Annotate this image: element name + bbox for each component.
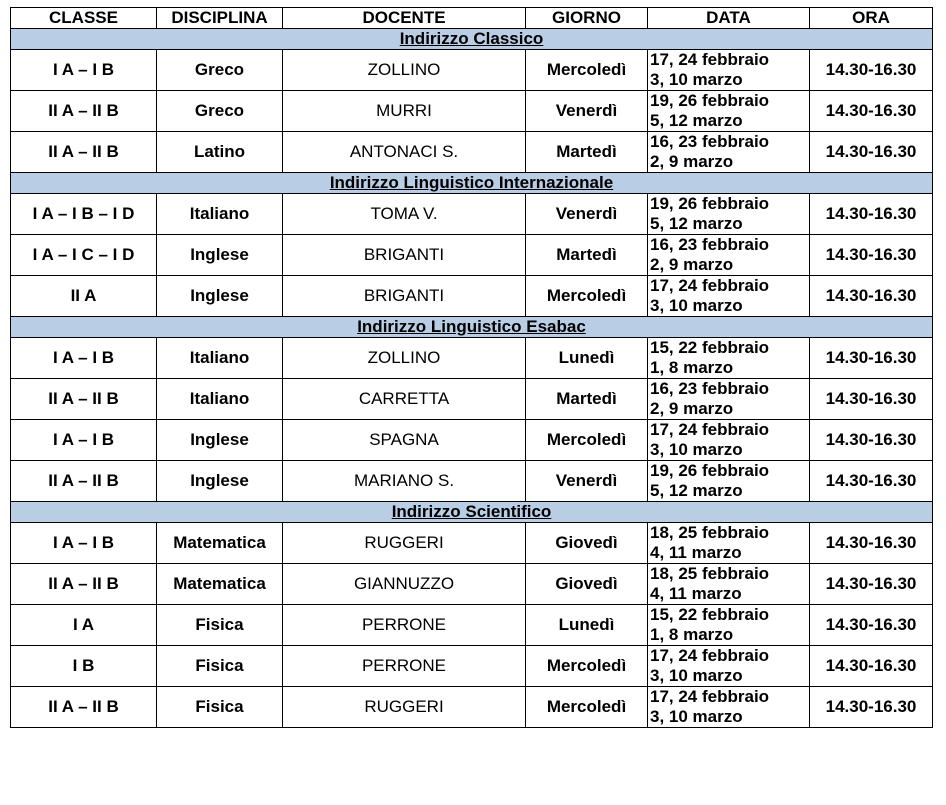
table-row — [11, 235, 933, 276]
cell-classe: II A – II B — [11, 379, 157, 420]
section-row — [11, 502, 933, 523]
table-row — [11, 564, 933, 605]
cell-giorno: Mercoledì — [526, 646, 648, 687]
cell-ora: 14.30-16.30 — [810, 523, 933, 564]
cell-data — [648, 687, 810, 728]
cell-disciplina: Italiano — [157, 379, 283, 420]
section-row — [11, 317, 933, 338]
cell-giorno: Venerdì — [526, 461, 648, 502]
cell-classe: I A – I B — [11, 523, 157, 564]
table-row — [11, 338, 933, 379]
cell-giorno: Mercoledì — [526, 420, 648, 461]
cell-disciplina: Inglese — [157, 420, 283, 461]
cell-ora: 14.30-16.30 — [810, 338, 933, 379]
date-line: 16, 23 febbraio — [650, 132, 770, 151]
cell-docente: ZOLLINO — [283, 338, 526, 379]
cell-classe: II A – II B — [11, 461, 157, 502]
cell-data — [648, 605, 810, 646]
date-line: 1, 8 marzo — [650, 358, 734, 377]
cell-ora: 14.30-16.30 — [810, 461, 933, 502]
date-line: 4, 11 marzo — [650, 543, 742, 562]
date-line: 16, 23 febbraio — [650, 235, 770, 254]
date-line: 17, 24 febbraio — [650, 50, 770, 69]
header-data: DATA — [648, 8, 810, 29]
cell-giorno: Mercoledì — [526, 50, 648, 91]
header-ora: ORA — [810, 8, 933, 29]
cell-docente: PERRONE — [283, 605, 526, 646]
cell-docente: RUGGERI — [283, 523, 526, 564]
table-row — [11, 194, 933, 235]
cell-data — [648, 91, 810, 132]
cell-ora: 14.30-16.30 — [810, 605, 933, 646]
section-row — [11, 173, 933, 194]
date-line: 5, 12 marzo — [650, 111, 743, 130]
date-line: 17, 24 febbraio — [650, 420, 770, 439]
cell-disciplina: Greco — [157, 50, 283, 91]
cell-ora: 14.30-16.30 — [810, 194, 933, 235]
cell-ora: 14.30-16.30 — [810, 276, 933, 317]
table-row — [11, 646, 933, 687]
cell-data — [648, 235, 810, 276]
table-body — [11, 29, 933, 728]
cell-giorno: Giovedì — [526, 564, 648, 605]
date-line: 17, 24 febbraio — [650, 646, 770, 665]
cell-classe: II A – II B — [11, 564, 157, 605]
section-title: Indirizzo Linguistico Esabac — [11, 317, 933, 338]
cell-disciplina: Inglese — [157, 276, 283, 317]
cell-giorno: Martedì — [526, 379, 648, 420]
date-line: 19, 26 febbraio — [650, 194, 770, 213]
cell-classe: I A – I B — [11, 50, 157, 91]
table-row — [11, 379, 933, 420]
cell-data — [648, 338, 810, 379]
cell-docente: MURRI — [283, 91, 526, 132]
cell-data — [648, 564, 810, 605]
cell-disciplina: Fisica — [157, 687, 283, 728]
table-header — [11, 8, 933, 29]
cell-disciplina: Matematica — [157, 523, 283, 564]
date-line: 17, 24 febbraio — [650, 687, 770, 706]
header-classe: CLASSE — [11, 8, 157, 29]
cell-docente: PERRONE — [283, 646, 526, 687]
section-title: Indirizzo Linguistico Internazionale — [11, 173, 933, 194]
cell-docente: CARRETTA — [283, 379, 526, 420]
table-row — [11, 276, 933, 317]
table-row — [11, 605, 933, 646]
date-line: 1, 8 marzo — [650, 625, 734, 644]
date-line: 17, 24 febbraio — [650, 276, 770, 295]
date-line: 15, 22 febbraio — [650, 338, 770, 357]
date-line: 4, 11 marzo — [650, 584, 742, 603]
cell-ora: 14.30-16.30 — [810, 420, 933, 461]
cell-data — [648, 379, 810, 420]
table-row — [11, 132, 933, 173]
date-line: 16, 23 febbraio — [650, 379, 770, 398]
cell-giorno: Mercoledì — [526, 687, 648, 728]
cell-classe: I A – I C – I D — [11, 235, 157, 276]
cell-disciplina: Greco — [157, 91, 283, 132]
date-line: 18, 25 febbraio — [650, 564, 770, 583]
cell-docente: RUGGERI — [283, 687, 526, 728]
date-line: 2, 9 marzo — [650, 255, 734, 274]
section-title: Indirizzo Scientifico — [11, 502, 933, 523]
cell-classe: I A — [11, 605, 157, 646]
cell-ora: 14.30-16.30 — [810, 379, 933, 420]
date-line: 3, 10 marzo — [650, 666, 743, 685]
cell-disciplina: Fisica — [157, 646, 283, 687]
section-title: Indirizzo Classico — [11, 29, 933, 50]
cell-docente: BRIGANTI — [283, 276, 526, 317]
cell-classe: II A – II B — [11, 91, 157, 132]
cell-data — [648, 420, 810, 461]
cell-docente: ZOLLINO — [283, 50, 526, 91]
cell-docente: SPAGNA — [283, 420, 526, 461]
table-row — [11, 523, 933, 564]
table-row — [11, 687, 933, 728]
cell-data — [648, 461, 810, 502]
cell-disciplina: Matematica — [157, 564, 283, 605]
cell-docente: ANTONACI S. — [283, 132, 526, 173]
cell-disciplina: Inglese — [157, 235, 283, 276]
cell-data — [648, 646, 810, 687]
cell-data — [648, 50, 810, 91]
cell-docente: TOMA V. — [283, 194, 526, 235]
cell-disciplina: Latino — [157, 132, 283, 173]
date-line: 19, 26 febbraio — [650, 91, 770, 110]
cell-disciplina: Italiano — [157, 194, 283, 235]
cell-ora: 14.30-16.30 — [810, 50, 933, 91]
cell-ora: 14.30-16.30 — [810, 91, 933, 132]
cell-ora: 14.30-16.30 — [810, 646, 933, 687]
cell-classe: II A – II B — [11, 132, 157, 173]
cell-giorno: Mercoledì — [526, 276, 648, 317]
cell-classe: II A – II B — [11, 687, 157, 728]
cell-disciplina: Fisica — [157, 605, 283, 646]
cell-ora: 14.30-16.30 — [810, 235, 933, 276]
cell-giorno: Lunedì — [526, 338, 648, 379]
cell-ora: 14.30-16.30 — [810, 132, 933, 173]
header-disciplina: DISCIPLINA — [157, 8, 283, 29]
date-line: 19, 26 febbraio — [650, 461, 770, 480]
cell-classe: I A – I B — [11, 338, 157, 379]
date-line: 3, 10 marzo — [650, 440, 743, 459]
cell-classe: I B — [11, 646, 157, 687]
table-row — [11, 461, 933, 502]
date-line: 3, 10 marzo — [650, 707, 743, 726]
date-line: 15, 22 febbraio — [650, 605, 770, 624]
cell-classe: II A — [11, 276, 157, 317]
cell-ora: 14.30-16.30 — [810, 564, 933, 605]
cell-data — [648, 523, 810, 564]
header-row — [11, 8, 933, 29]
cell-disciplina: Inglese — [157, 461, 283, 502]
date-line: 5, 12 marzo — [650, 214, 743, 233]
cell-data — [648, 276, 810, 317]
cell-disciplina: Italiano — [157, 338, 283, 379]
schedule-table — [10, 7, 933, 728]
table-row — [11, 91, 933, 132]
cell-docente: GIANNUZZO — [283, 564, 526, 605]
cell-giorno: Venerdì — [526, 194, 648, 235]
header-docente: DOCENTE — [283, 8, 526, 29]
date-line: 5, 12 marzo — [650, 481, 743, 500]
header-giorno: GIORNO — [526, 8, 648, 29]
schedule-container — [10, 7, 933, 728]
section-row — [11, 29, 933, 50]
cell-data — [648, 194, 810, 235]
table-row — [11, 50, 933, 91]
cell-docente: BRIGANTI — [283, 235, 526, 276]
cell-classe: I A – I B – I D — [11, 194, 157, 235]
cell-classe: I A – I B — [11, 420, 157, 461]
cell-giorno: Martedì — [526, 235, 648, 276]
date-line: 2, 9 marzo — [650, 399, 734, 418]
cell-giorno: Lunedì — [526, 605, 648, 646]
cell-docente: MARIANO S. — [283, 461, 526, 502]
cell-ora: 14.30-16.30 — [810, 687, 933, 728]
cell-data — [648, 132, 810, 173]
cell-giorno: Giovedì — [526, 523, 648, 564]
date-line: 18, 25 febbraio — [650, 523, 770, 542]
cell-giorno: Martedì — [526, 132, 648, 173]
date-line: 2, 9 marzo — [650, 152, 734, 171]
cell-giorno: Venerdì — [526, 91, 648, 132]
table-row — [11, 420, 933, 461]
date-line: 3, 10 marzo — [650, 70, 743, 89]
date-line: 3, 10 marzo — [650, 296, 743, 315]
